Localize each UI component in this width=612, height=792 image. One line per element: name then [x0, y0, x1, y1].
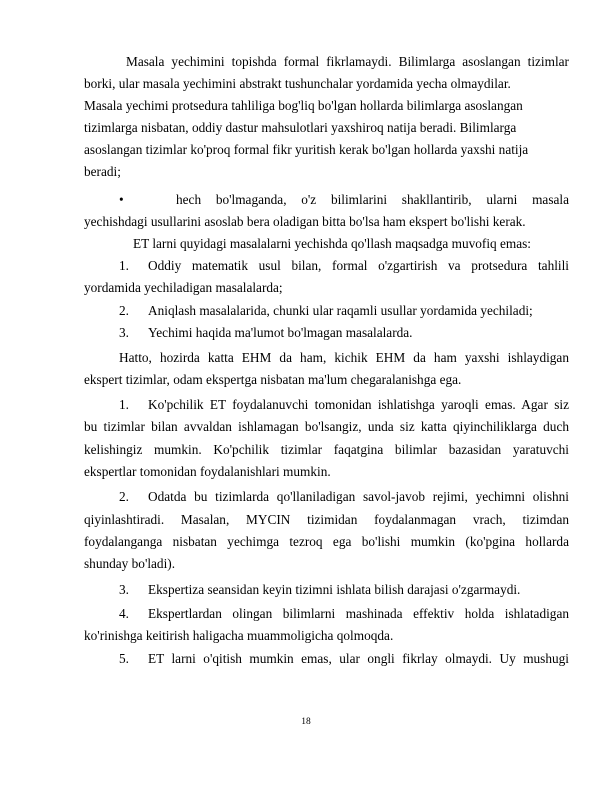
text-line: borki, ular masala yechimini abstrakt tushunchalar yordamida yecha olmaydilar. [84, 76, 511, 91]
list-item: ekspertlar tomonidan foydalanishlari mumkin. [84, 464, 331, 479]
list-item: Oddiy matematik usul bilan, formal o'zgartirish va protsedura tahlili [148, 258, 569, 273]
bullet-marker: • [119, 192, 124, 207]
text-line: Masala yechimi protsedura tahliliga bog'liq bo'lgan hollarda bilimlarga asoslangan [84, 98, 523, 113]
list-item: Odatda bu tizimlarda qo'llaniladigan savol-javob rejimi, yechimni olishni [148, 489, 569, 504]
list-item: yordamida yechiladigan masalalarda; [84, 280, 283, 295]
list-item: Ko'pchilik ET foydalanuvchi tomonidan ishlatishga yaroqli emas. Agar siz [148, 397, 569, 412]
bullet-text: hech bo'lmaganda, o'z bilimlarini shakllantirib, ularni masala [176, 192, 569, 207]
list-number: 3. [119, 582, 129, 597]
list-number: 1. [119, 397, 129, 412]
section-intro: ET larni quyidagi masalalarni yechishda qo'llash maqsadga muvofiq emas: [133, 236, 531, 251]
list-number: 3. [119, 325, 129, 340]
list-item: foydalanganga nisbatan yechimga tezroq ega bo'lishi mumkin (ko'pgina hollarda [84, 534, 569, 549]
page-number: 18 [301, 717, 311, 727]
list-item: ET larni o'qitish mumkin emas, ular ongli fikrlay olmaydi. Uy mushugi [148, 651, 569, 666]
text-line: asoslangan tizimlar ko'proq formal fikr yuritish kerak bo'lgan hollarda yaxshi natija [84, 142, 529, 157]
list-item: bu tizimlar bilan avvaldan ishlamagan bo'lsangiz, unda siz katta qiyinchiliklarga duch [84, 419, 569, 434]
list-item: kelishingiz mumkin. Ko'pchilik tizimlar faqatgina bilimlar bazasidan yaratuvchi [84, 442, 569, 457]
bullet-text: yechishdagi usullarini asoslab bera oladigan bitta bo'lsa ham ekspert bo'lishi kerak. [84, 214, 526, 229]
list-number: 4. [119, 606, 129, 621]
list-item: shunday bo'ladi). [84, 556, 176, 571]
text-line: ekspert tizimlar, odam ekspertga nisbatan ma'lum chegaralanishga ega. [84, 372, 462, 387]
text-line: Masala yechimini topishda formal fikrlamaydi. Bilimlarga asoslangan tizimlar [126, 54, 569, 69]
list-number: 1. [119, 258, 129, 273]
text-line: beradi; [84, 164, 121, 179]
text-line: Hatto, hozirda katta EHM da ham, kichik EHM da ham yaxshi ishlaydigan [119, 350, 569, 365]
text-line: tizimlarga nisbatan, oddiy dastur mahsulotlari yaxshiroq natija beradi. Bilimlarga [84, 120, 517, 135]
list-item: Yechimi haqida ma'lumot bo'lmagan masalalarda. [148, 325, 413, 340]
list-number: 2. [119, 303, 129, 318]
list-item: Ekspertlardan olingan bilimlarni mashinada effektiv holda ishlatadigan [148, 606, 569, 621]
list-item: qiyinlashtiradi. Masalan, MYCIN tizimidan foydalanmagan vrach, tizimdan [84, 512, 569, 527]
list-item: Aniqlash masalalarida, chunki ular raqamli usullar yordamida yechiladi; [148, 303, 533, 318]
list-item: Ekspertiza seansidan keyin tizimni ishlata bilish darajasi o'zgarmaydi. [148, 582, 521, 597]
list-number: 2. [119, 489, 129, 504]
list-item: ko'rinishga keitirish haligacha muammoligicha qolmoqda. [84, 628, 394, 643]
list-number: 5. [119, 651, 129, 666]
